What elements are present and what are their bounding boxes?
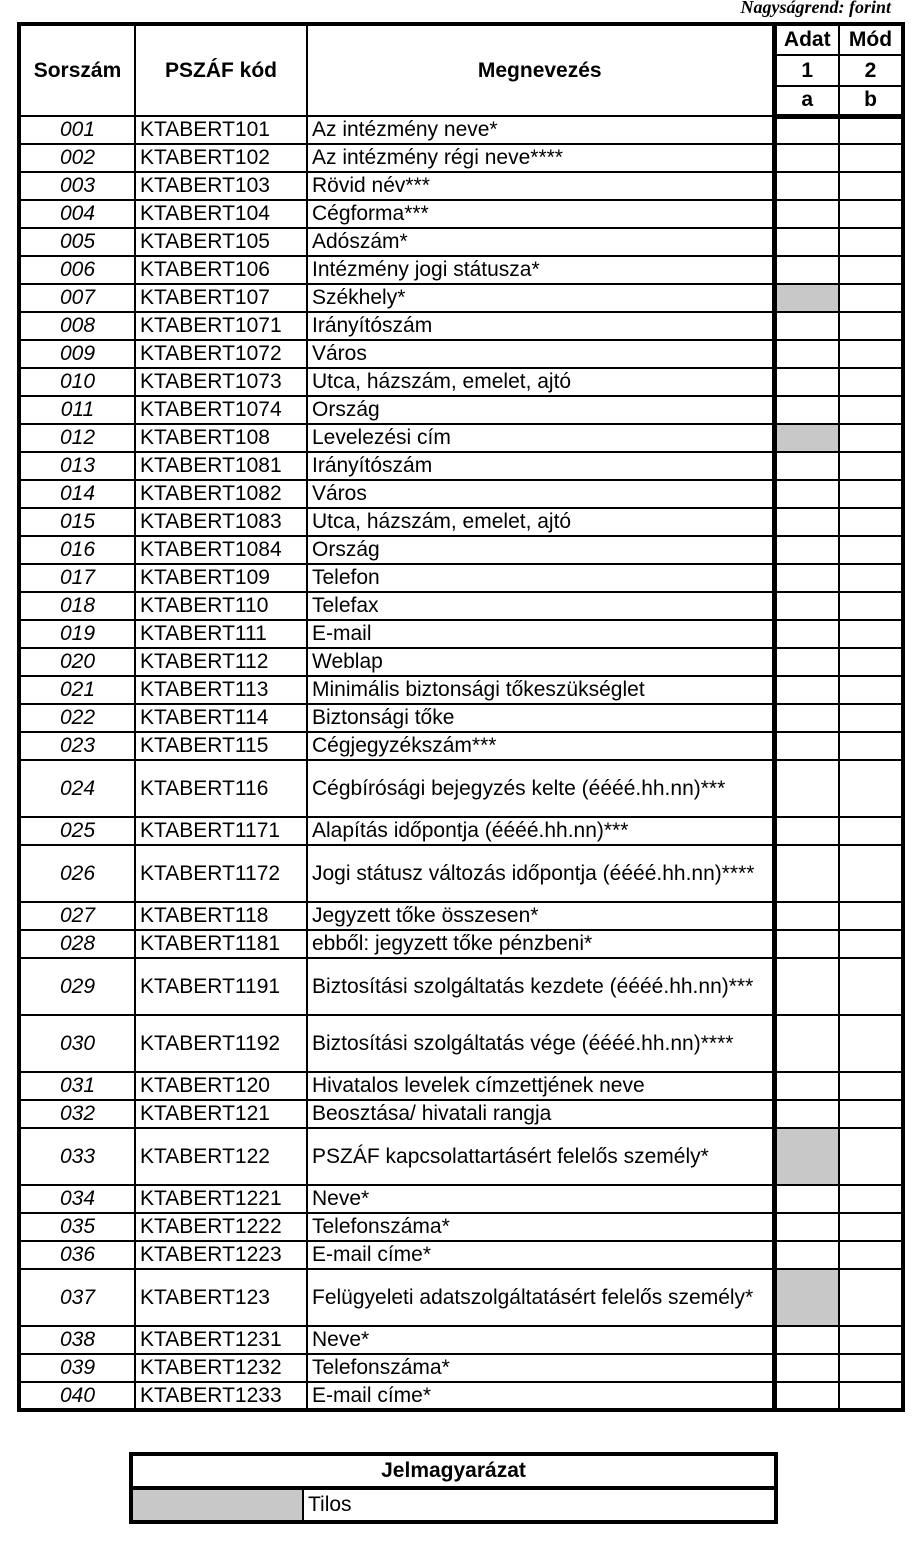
cell-mod-input[interactable] [839,1382,903,1410]
cell-adat-input[interactable] [774,1326,839,1354]
row-name: Város [307,480,774,508]
row-name: Az intézmény régi neve**** [307,144,774,172]
row-number: 004 [19,200,135,228]
cell-adat-input[interactable] [774,116,839,144]
row-code: KTABERT114 [135,704,307,732]
cell-mod-input[interactable] [839,116,903,144]
row-number: 025 [19,817,135,845]
table-row [19,284,903,312]
cell-mod-input[interactable] [839,1213,903,1241]
row-number: 010 [19,368,135,396]
row-name: Telefonszáma* [307,1213,774,1241]
cell-mod-input[interactable] [839,845,903,902]
table-row [19,396,903,424]
row-number: 017 [19,564,135,592]
row-code: KTABERT105 [135,228,307,256]
table-row [19,144,903,172]
row-code: KTABERT106 [135,256,307,284]
table-row [19,172,903,200]
cell-mod-input[interactable] [839,424,903,452]
row-code: KTABERT111 [135,620,307,648]
table-row [19,592,903,620]
row-name: Irányítószám [307,312,774,340]
cell-adat-input[interactable] [774,1185,839,1213]
row-name: PSZÁF kapcsolattartásért felelős személy* [307,1128,774,1185]
row-number: 007 [19,284,135,312]
table-row [19,1241,903,1269]
legend-swatch [131,1488,303,1522]
row-number: 022 [19,704,135,732]
cell-adat-input[interactable] [774,1072,839,1100]
row-number: 005 [19,228,135,256]
legend-table [129,1452,778,1524]
row-code: KTABERT1191 [135,958,307,1015]
row-code: KTABERT107 [135,284,307,312]
cell-adat-input[interactable] [774,760,839,817]
row-code: KTABERT118 [135,902,307,930]
table-row [19,564,903,592]
cell-mod-input[interactable] [839,312,903,340]
table-row [19,648,903,676]
row-name: Utca, házszám, emelet, ajtó [307,508,774,536]
header-sorszam: Sorszám [19,24,135,116]
cell-adat-input[interactable] [774,732,839,760]
row-name: Minimális biztonsági tőkeszükséglet [307,676,774,704]
cell-mod-input[interactable] [839,648,903,676]
cell-mod-input[interactable] [839,1185,903,1213]
row-number: 015 [19,508,135,536]
row-code: KTABERT1231 [135,1326,307,1354]
row-name: Utca, házszám, emelet, ajtó [307,368,774,396]
table-row [19,676,903,704]
table-row [19,1269,903,1326]
table-row [19,1185,903,1213]
header-adat: Adat [774,24,839,55]
row-number: 014 [19,480,135,508]
row-name: Hivatalos levelek címzettjének neve [307,1072,774,1100]
cell-adat-input[interactable] [774,620,839,648]
cell-adat-input[interactable] [774,564,839,592]
row-number: 032 [19,1100,135,1128]
data-table [17,22,905,1412]
row-number: 040 [19,1382,135,1410]
row-code: KTABERT1082 [135,480,307,508]
row-name: Jogi státusz változás időpontja (éééé.hh.nn)**** [307,845,774,902]
cell-adat-input[interactable] [774,396,839,424]
row-number: 016 [19,536,135,564]
cell-adat-forbidden [774,1128,839,1185]
row-code: KTABERT1171 [135,817,307,845]
table-row [19,704,903,732]
cell-adat-input[interactable] [774,648,839,676]
cell-adat-input[interactable] [774,480,839,508]
row-code: KTABERT109 [135,564,307,592]
cell-mod-input[interactable] [839,340,903,368]
table-row [19,620,903,648]
table-row [19,760,903,817]
row-code: KTABERT1181 [135,930,307,958]
table-row [19,452,903,480]
cell-mod-input[interactable] [839,930,903,958]
cell-mod-input[interactable] [839,396,903,424]
table-row [19,508,903,536]
row-code: KTABERT1222 [135,1213,307,1241]
row-name: Ország [307,536,774,564]
row-name: Biztonsági tőke [307,704,774,732]
row-code: KTABERT115 [135,732,307,760]
table-row [19,368,903,396]
row-number: 021 [19,676,135,704]
cell-adat-forbidden [774,1269,839,1326]
row-number: 008 [19,312,135,340]
row-name: Rövid név*** [307,172,774,200]
row-number: 002 [19,144,135,172]
cell-mod-input[interactable] [839,1015,903,1072]
cell-adat-input[interactable] [774,340,839,368]
cell-mod-input[interactable] [839,902,903,930]
cell-mod-input[interactable] [839,508,903,536]
cell-mod-input[interactable] [839,1326,903,1354]
row-name: Irányítószám [307,452,774,480]
row-number: 013 [19,452,135,480]
row-number: 001 [19,116,135,144]
row-code: KTABERT122 [135,1128,307,1185]
row-code: KTABERT1084 [135,536,307,564]
row-name: Város [307,340,774,368]
cell-mod-input[interactable] [839,256,903,284]
row-name: Neve* [307,1326,774,1354]
cell-adat-forbidden [774,424,839,452]
cell-adat-input[interactable] [774,200,839,228]
table-row [19,424,903,452]
table-row [19,1326,903,1354]
row-number: 029 [19,958,135,1015]
cell-adat-input[interactable] [774,1213,839,1241]
cell-mod-input[interactable] [839,480,903,508]
table-row [19,1382,903,1410]
table-row [19,1354,903,1382]
cell-mod-input[interactable] [839,228,903,256]
cell-mod-input[interactable] [839,1100,903,1128]
row-name: Levelezési cím [307,424,774,452]
row-name: E-mail [307,620,774,648]
header-mod: Mód [839,24,903,55]
row-name: Adószám* [307,228,774,256]
cell-adat-input[interactable] [774,1354,839,1382]
table-row [19,200,903,228]
row-code: KTABERT1192 [135,1015,307,1072]
row-number: 024 [19,760,135,817]
row-number: 033 [19,1128,135,1185]
cell-adat-input[interactable] [774,1382,839,1410]
table-row [19,1015,903,1072]
table-row [19,116,903,144]
row-number: 020 [19,648,135,676]
row-name: Telefax [307,592,774,620]
row-code: KTABERT123 [135,1269,307,1326]
row-code: KTABERT1223 [135,1241,307,1269]
cell-adat-input[interactable] [774,704,839,732]
row-code: KTABERT104 [135,200,307,228]
table-row [19,228,903,256]
row-code: KTABERT1081 [135,452,307,480]
row-code: KTABERT112 [135,648,307,676]
cell-mod-input[interactable] [839,704,903,732]
cell-adat-input[interactable] [774,902,839,930]
cell-adat-input[interactable] [774,1015,839,1072]
row-name: Beosztása/ hivatali rangja [307,1100,774,1128]
row-number: 003 [19,172,135,200]
table-row [19,536,903,564]
row-code: KTABERT103 [135,172,307,200]
row-number: 036 [19,1241,135,1269]
cell-mod-input[interactable] [839,1269,903,1326]
row-name: Telefon [307,564,774,592]
cell-mod-input[interactable] [839,1128,903,1185]
row-name: Cégjegyzékszám*** [307,732,774,760]
table-row [19,340,903,368]
row-number: 037 [19,1269,135,1326]
cell-mod-input[interactable] [839,368,903,396]
cell-adat-input[interactable] [774,592,839,620]
cell-mod-input[interactable] [839,760,903,817]
cell-adat-input[interactable] [774,144,839,172]
cell-mod-input[interactable] [839,1072,903,1100]
row-number: 026 [19,845,135,902]
row-name: E-mail címe* [307,1382,774,1410]
cell-mod-input[interactable] [839,284,903,312]
cell-adat-input[interactable] [774,508,839,536]
cell-adat-input[interactable] [774,452,839,480]
cell-mod-input[interactable] [839,564,903,592]
row-number: 028 [19,930,135,958]
row-name: Weblap [307,648,774,676]
row-name: Cégforma*** [307,200,774,228]
table-body [19,24,903,1410]
row-code: KTABERT120 [135,1072,307,1100]
row-name: Ország [307,396,774,424]
cell-adat-input[interactable] [774,930,839,958]
table-row [19,312,903,340]
cell-adat-input[interactable] [774,536,839,564]
table-row [19,845,903,902]
row-code: KTABERT102 [135,144,307,172]
row-name: E-mail címe* [307,1241,774,1269]
table-row [19,930,903,958]
row-number: 031 [19,1072,135,1100]
row-code: KTABERT1071 [135,312,307,340]
cell-adat-input[interactable] [774,845,839,902]
table-row [19,817,903,845]
header-col-2: 2 [839,55,903,86]
table-row [19,732,903,760]
row-number: 018 [19,592,135,620]
row-name: Biztosítási szolgáltatás kezdete (éééé.hh.nn)*** [307,958,774,1015]
row-code: KTABERT101 [135,116,307,144]
header-megnevezes: Megnevezés [307,24,774,116]
row-name: Alapítás időpontja (éééé.hh.nn)*** [307,817,774,845]
row-name: Jegyzett tőke összesen* [307,902,774,930]
legend-item-label: Tilos [303,1488,776,1522]
cell-mod-input[interactable] [839,452,903,480]
row-number: 023 [19,732,135,760]
row-code: KTABERT116 [135,760,307,817]
cell-mod-input[interactable] [839,676,903,704]
cell-mod-input[interactable] [839,732,903,760]
cell-adat-input[interactable] [774,368,839,396]
row-number: 038 [19,1326,135,1354]
row-number: 009 [19,340,135,368]
cell-adat-forbidden [774,284,839,312]
table-row [19,1128,903,1185]
cell-mod-input[interactable] [839,200,903,228]
cell-adat-input[interactable] [774,958,839,1015]
cell-adat-input[interactable] [774,1100,839,1128]
cell-mod-input[interactable] [839,958,903,1015]
row-number: 012 [19,424,135,452]
header-row-1 [19,24,903,55]
row-name: Felügyeleti adatszolgáltatásért felelős személy* [307,1269,774,1326]
header-col-b: b [839,86,903,116]
row-name: Az intézmény neve* [307,116,774,144]
row-code: KTABERT121 [135,1100,307,1128]
cell-adat-input[interactable] [774,1241,839,1269]
row-code: KTABERT1072 [135,340,307,368]
row-code: KTABERT113 [135,676,307,704]
row-number: 019 [19,620,135,648]
row-code: KTABERT1083 [135,508,307,536]
cell-adat-input[interactable] [774,172,839,200]
row-number: 039 [19,1354,135,1382]
header-col-a: a [774,86,839,116]
row-code: KTABERT1232 [135,1354,307,1382]
row-number: 035 [19,1213,135,1241]
row-name: Székhely* [307,284,774,312]
cell-mod-input[interactable] [839,592,903,620]
unit-label: Nagyságrend: forint [740,0,891,17]
table-row [19,958,903,1015]
row-number: 011 [19,396,135,424]
table-row [19,1072,903,1100]
row-name: Biztosítási szolgáltatás vége (éééé.hh.nn)**** [307,1015,774,1072]
table-row [19,480,903,508]
cell-adat-input[interactable] [774,676,839,704]
row-code: KTABERT1073 [135,368,307,396]
cell-mod-input[interactable] [839,536,903,564]
table-row [19,1100,903,1128]
row-name: Telefonszáma* [307,1354,774,1382]
table-row [19,256,903,284]
cell-mod-input[interactable] [839,620,903,648]
cell-adat-input[interactable] [774,256,839,284]
table-row [19,1213,903,1241]
cell-mod-input[interactable] [839,1241,903,1269]
row-code: KTABERT1172 [135,845,307,902]
row-number: 030 [19,1015,135,1072]
row-code: KTABERT108 [135,424,307,452]
row-name: Intézmény jogi státusza* [307,256,774,284]
row-number: 034 [19,1185,135,1213]
legend-title: Jelmagyarázat [131,1454,776,1488]
row-code: KTABERT1074 [135,396,307,424]
cell-adat-input[interactable] [774,817,839,845]
row-code: KTABERT110 [135,592,307,620]
header-col-1: 1 [774,55,839,86]
cell-mod-input[interactable] [839,144,903,172]
cell-mod-input[interactable] [839,172,903,200]
table-row [19,902,903,930]
cell-mod-input[interactable] [839,1354,903,1382]
row-code: KTABERT1233 [135,1382,307,1410]
header-pszaf-kod: PSZÁF kód [135,24,307,116]
cell-adat-input[interactable] [774,312,839,340]
row-name: Neve* [307,1185,774,1213]
row-number: 027 [19,902,135,930]
row-name: ebből: jegyzett tőke pénzbeni* [307,930,774,958]
cell-adat-input[interactable] [774,228,839,256]
row-code: KTABERT1221 [135,1185,307,1213]
row-name: Cégbírósági bejegyzés kelte (éééé.hh.nn)*** [307,760,774,817]
cell-mod-input[interactable] [839,817,903,845]
row-number: 006 [19,256,135,284]
